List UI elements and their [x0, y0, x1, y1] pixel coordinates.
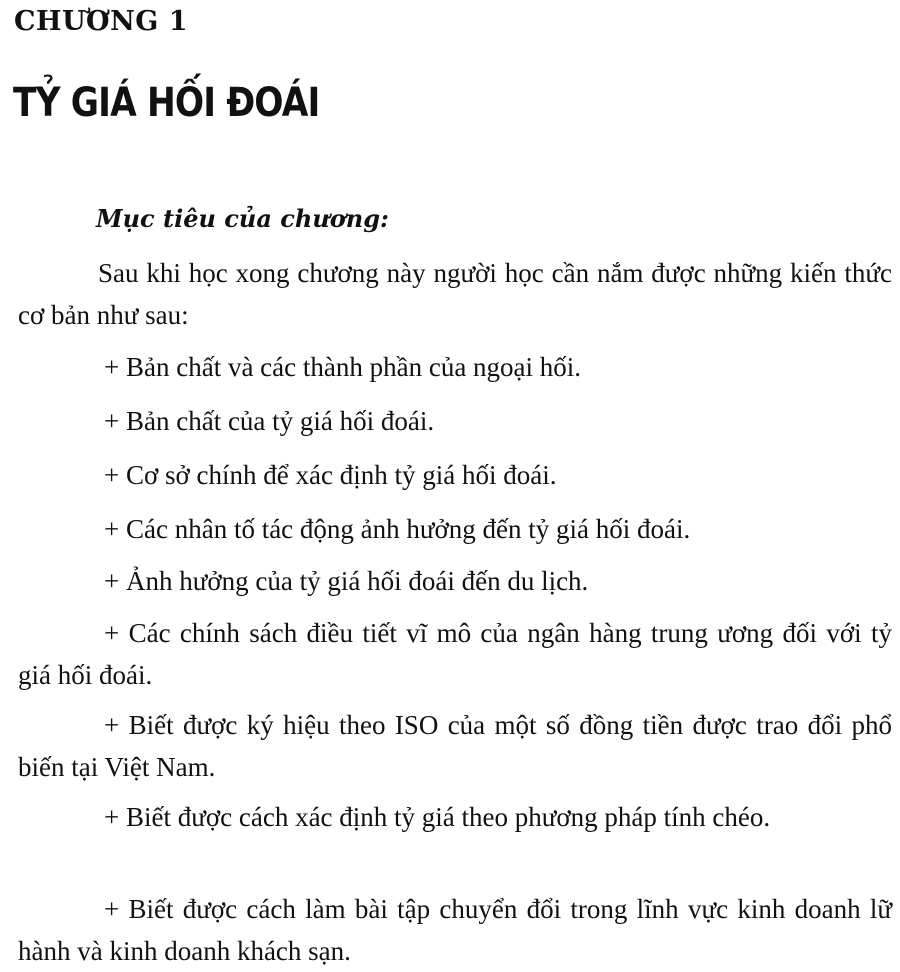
objective-item: + Biết được ký hiệu theo ISO của một số đồng tiền được trao đổi phổ biến tại Việt Nam. [18, 710, 892, 782]
objective-item: + Các nhân tố tác động ảnh hưởng đến tỷ giá hối đoái. [104, 514, 691, 544]
objective-item: + Bản chất và các thành phần của ngoại hối. [104, 352, 582, 382]
objectives-intro: Sau khi học xong chương này người học cần nắm được những kiến thức cơ bản như sau: [18, 258, 892, 330]
objective-item: + Biết được cách làm bài tập chuyển đổi trong lĩnh vực kinh doanh lữ hành và kinh doanh khách sạn. [18, 894, 892, 966]
objective-item: + Ảnh hưởng của tỷ giá hối đoái đến du lịch. [104, 566, 589, 596]
objective-item: + Biết được cách xác định tỷ giá theo phương pháp tính chéo. [104, 802, 771, 832]
objective-item: + Bản chất của tỷ giá hối đoái. [104, 406, 435, 436]
objective-item: + Cơ sở chính để xác định tỷ giá hối đoái. [104, 460, 557, 490]
objectives-heading: Mục tiêu của chương: [96, 204, 389, 233]
chapter-title: TỶ GIÁ HỐI ĐOÁI [13, 80, 320, 126]
chapter-label: CHƯƠNG 1 [14, 6, 188, 37]
objective-item: + Các chính sách điều tiết vĩ mô của ngân hàng trung ương đối với tỷ giá hối đoái. [18, 618, 892, 690]
